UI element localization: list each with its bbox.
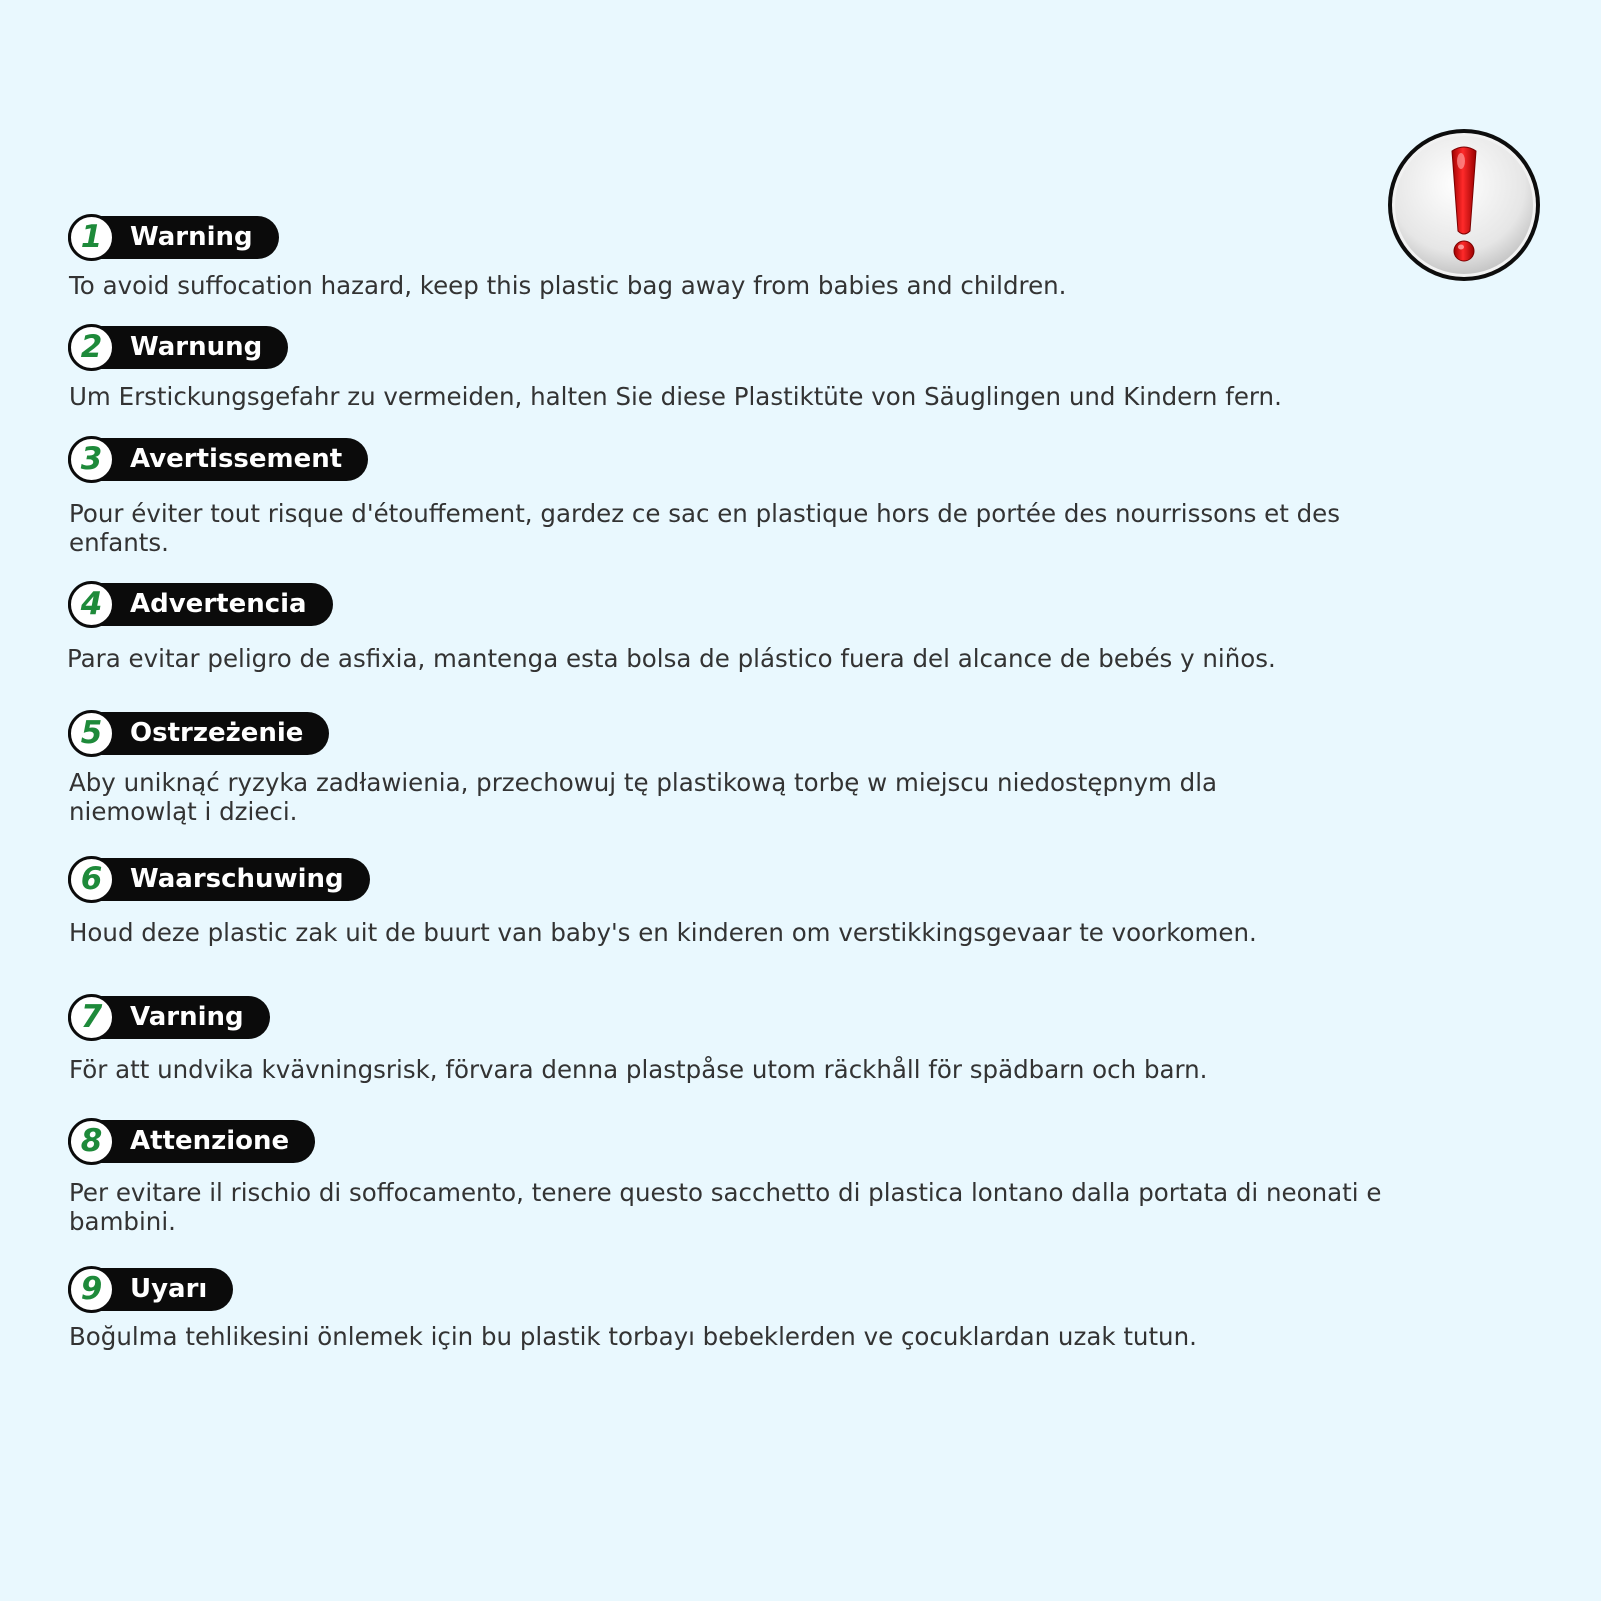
warning-title: Advertencia bbox=[130, 589, 307, 619]
warning-title: Warnung bbox=[130, 332, 263, 362]
warning-item-7 bbox=[68, 996, 1208, 1084]
item-number-badge: 1 bbox=[68, 214, 115, 261]
warning-label-pill bbox=[68, 858, 370, 901]
warning-text: Aby uniknąć ryzyka zadławienia, przechowuj tę plastikową torbę w miejscu niedostępnym dla niemowląt i dzieci. bbox=[69, 768, 1218, 826]
warning-text: Pour éviter tout risque d'étouffement, gardez ce sac en plastique hors de portée des nourrissons et des enfants. bbox=[69, 499, 1341, 557]
warning-label-pill bbox=[68, 438, 368, 481]
warning-text: Per evitare il rischio di soffocamento, tenere questo sacchetto di plastica lontano dalla portata di neonati e bambini. bbox=[69, 1178, 1382, 1236]
warning-label-pill bbox=[68, 996, 270, 1039]
item-number-badge: 6 bbox=[68, 856, 115, 903]
warning-label-pill bbox=[68, 1268, 233, 1311]
warning-text: To avoid suffocation hazard, keep this plastic bag away from babies and children. bbox=[69, 271, 1067, 300]
warning-item-6 bbox=[68, 858, 1257, 947]
warning-label-pill bbox=[68, 216, 279, 259]
warning-text: Boğulma tehlikesini önlemek için bu plastik torbayı bebeklerden ve çocuklardan uzak tutun. bbox=[69, 1322, 1197, 1351]
warning-title: Warning bbox=[130, 222, 253, 252]
item-number-badge: 2 bbox=[68, 324, 115, 371]
warning-text: För att undvika kvävningsrisk, förvara denna plastpåse utom räckhåll för spädbarn och barn. bbox=[69, 1055, 1208, 1084]
warning-item-2 bbox=[68, 326, 1282, 411]
item-number-badge: 5 bbox=[68, 710, 115, 757]
warning-title: Attenzione bbox=[130, 1126, 290, 1156]
warning-text: Para evitar peligro de asfixia, mantenga esta bolsa de plástico fuera del alcance de bebés y niños. bbox=[67, 644, 1276, 673]
warning-label-pill bbox=[68, 326, 288, 369]
warning-label-pill bbox=[68, 583, 333, 626]
warning-item-4 bbox=[67, 583, 1276, 673]
warning-title: Waarschuwing bbox=[130, 864, 344, 894]
warning-text: Houd deze plastic zak uit de buurt van baby's en kinderen om verstikkingsgevaar te voorkomen. bbox=[69, 918, 1257, 947]
warning-label-pill bbox=[68, 1120, 315, 1163]
item-number-badge: 9 bbox=[68, 1266, 115, 1313]
warning-item-1 bbox=[68, 216, 1067, 300]
item-number-badge: 8 bbox=[68, 1118, 115, 1165]
warning-title: Avertissement bbox=[130, 444, 343, 474]
item-number-badge: 7 bbox=[68, 994, 115, 1041]
warning-title: Ostrzeżenie bbox=[130, 718, 304, 748]
warning-title: Varning bbox=[130, 1002, 244, 1032]
warning-item-9 bbox=[68, 1268, 1197, 1351]
warning-text: Um Erstickungsgefahr zu vermeiden, halten Sie diese Plastiktüte von Säuglingen und Kindern fern. bbox=[69, 382, 1282, 411]
warning-label-pill bbox=[68, 712, 329, 755]
item-number-badge: 3 bbox=[68, 436, 115, 483]
exclamation-alert-icon bbox=[1386, 127, 1542, 283]
warning-item-8 bbox=[68, 1120, 1382, 1236]
warning-title: Uyarı bbox=[130, 1274, 208, 1304]
item-number-badge: 4 bbox=[68, 581, 115, 628]
warning-item-3 bbox=[68, 438, 1341, 557]
warning-item-5 bbox=[68, 712, 1218, 826]
